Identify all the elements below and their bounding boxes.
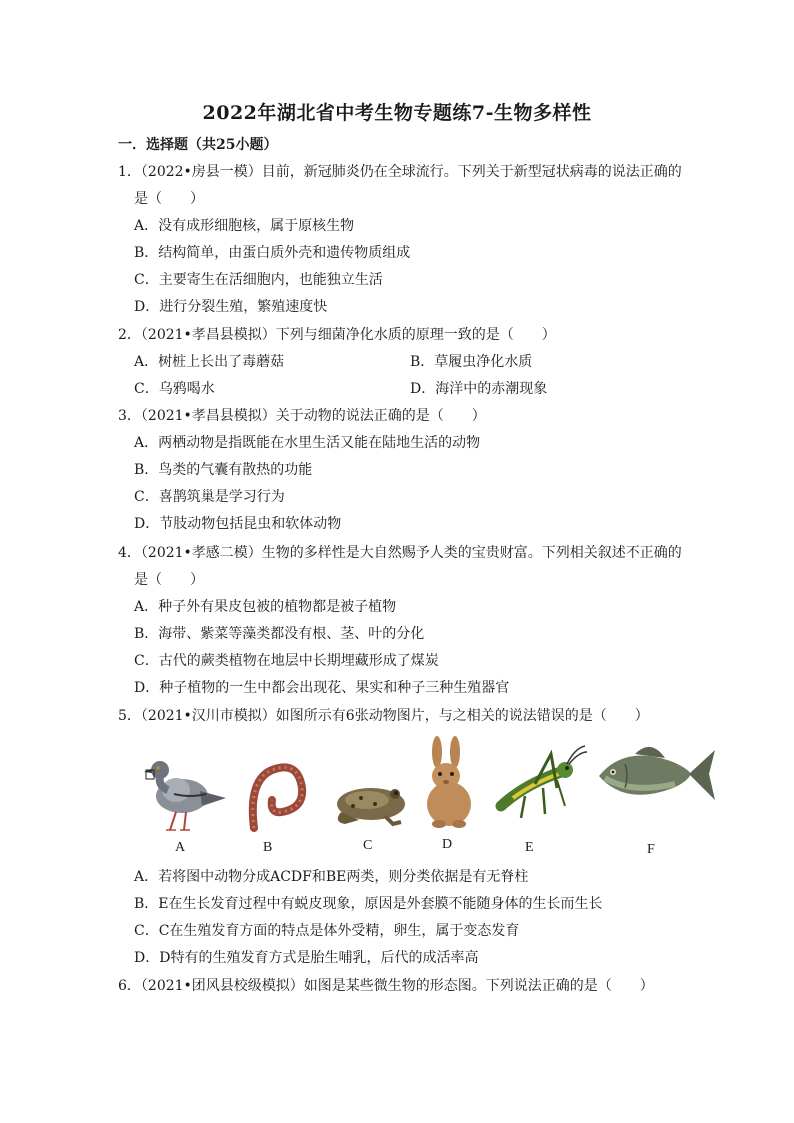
grasshopper-image (495, 744, 587, 824)
question-5-stem: 5．（2021•汉川市模拟）如图所示有6张动物图片，与之相关的说法错误的是（ ） (118, 708, 649, 724)
figure-label-c: C (363, 838, 373, 853)
question-4-option-b: B．海带、紫菜等藻类都没有根、茎、叶的分化 (134, 626, 425, 642)
figure-label-d: D (442, 837, 453, 852)
question-2-stem: 2．（2021•孝昌县模拟）下列与细菌净化水质的原理一致的是（ ） (118, 327, 556, 343)
question-5-option-b: B．E在生长发育过程中有蜕皮现象，原因是外套膜不能随身体的生长而生长 (134, 896, 603, 912)
question-3-option-c: C．喜鹊筑巢是学习行为 (134, 489, 285, 505)
fish-image (595, 740, 717, 810)
question-3-stem: 3．（2021•孝昌县模拟）关于动物的说法正确的是（ ） (118, 408, 486, 424)
question-1-option-b: B．结构简单，由蛋白质外壳和遗传物质组成 (134, 245, 411, 261)
pigeon-image (140, 746, 230, 836)
question-5-option-d: D．D特有的生殖发育方式是胎生哺乳，后代的成活率高 (134, 950, 479, 966)
question-4-stem-cont: 是（ ） (134, 572, 204, 588)
question-6-stem: 6．（2021•团风县校级模拟）如图是某些微生物的形态图。下列说法正确的是（ ） (118, 978, 654, 994)
figure-label-a: A (175, 840, 186, 855)
question-4-option-d: D．种子植物的一生中都会出现花、果实和种子三种生殖器官 (134, 680, 510, 696)
figure-label-f: F (647, 842, 655, 857)
question-1-stem-cont: 是（ ） (134, 191, 204, 207)
question-1-option-d: D．进行分裂生殖，繁殖速度快 (134, 299, 328, 315)
question-2-option-a: A．树桩上长出了毒蘑菇 (134, 354, 285, 370)
document-title: 2022年湖北省中考生物专题练7-生物多样性 (202, 102, 592, 124)
earthworm-image (242, 750, 322, 835)
question-1-stem: 1．（2022•房县一模）目前，新冠肺炎仍在全球流行。下列关于新型冠状病毒的说法正确的 (118, 164, 682, 180)
figure-label-e: E (525, 840, 534, 855)
frog-image (331, 776, 411, 828)
question-1-option-c: C．主要寄生在活细胞内，也能独立生活 (134, 272, 383, 288)
rabbit-image (415, 738, 485, 830)
question-2-option-b: B．草履虫净化水质 (410, 354, 533, 370)
question-3-option-d: D．节肢动物包括昆虫和软体动物 (134, 516, 342, 532)
question-5-option-c: C．C在生殖发育方面的特点是体外受精，卵生，属于变态发育 (134, 923, 520, 939)
animal-figure (135, 738, 720, 863)
question-4-option-c: C．古代的蕨类植物在地层中长期埋藏形成了煤炭 (134, 653, 439, 669)
section-heading: 一．选择题（共25小题） (118, 137, 278, 153)
figure-label-b: B (263, 840, 273, 855)
question-1-option-a: A．没有成形细胞核，属于原核生物 (134, 218, 355, 234)
question-3-option-a: A．两栖动物是指既能在水里生活又能在陆地生活的动物 (134, 435, 481, 451)
question-5-option-a: A．若将图中动物分成ACDF和BE两类，则分类依据是有无脊柱 (134, 869, 529, 885)
question-2-option-c: C．乌鸦喝水 (134, 381, 215, 397)
question-2-option-d: D．海洋中的赤潮现象 (410, 381, 548, 397)
question-4-option-a: A．种子外有果皮包被的植物都是被子植物 (134, 599, 397, 615)
question-4-stem: 4．（2021•孝感二模）生物的多样性是大自然赐予人类的宝贵财富。下列相关叙述不正确的 (118, 545, 682, 561)
question-3-option-b: B．鸟类的气囊有散热的功能 (134, 462, 313, 478)
